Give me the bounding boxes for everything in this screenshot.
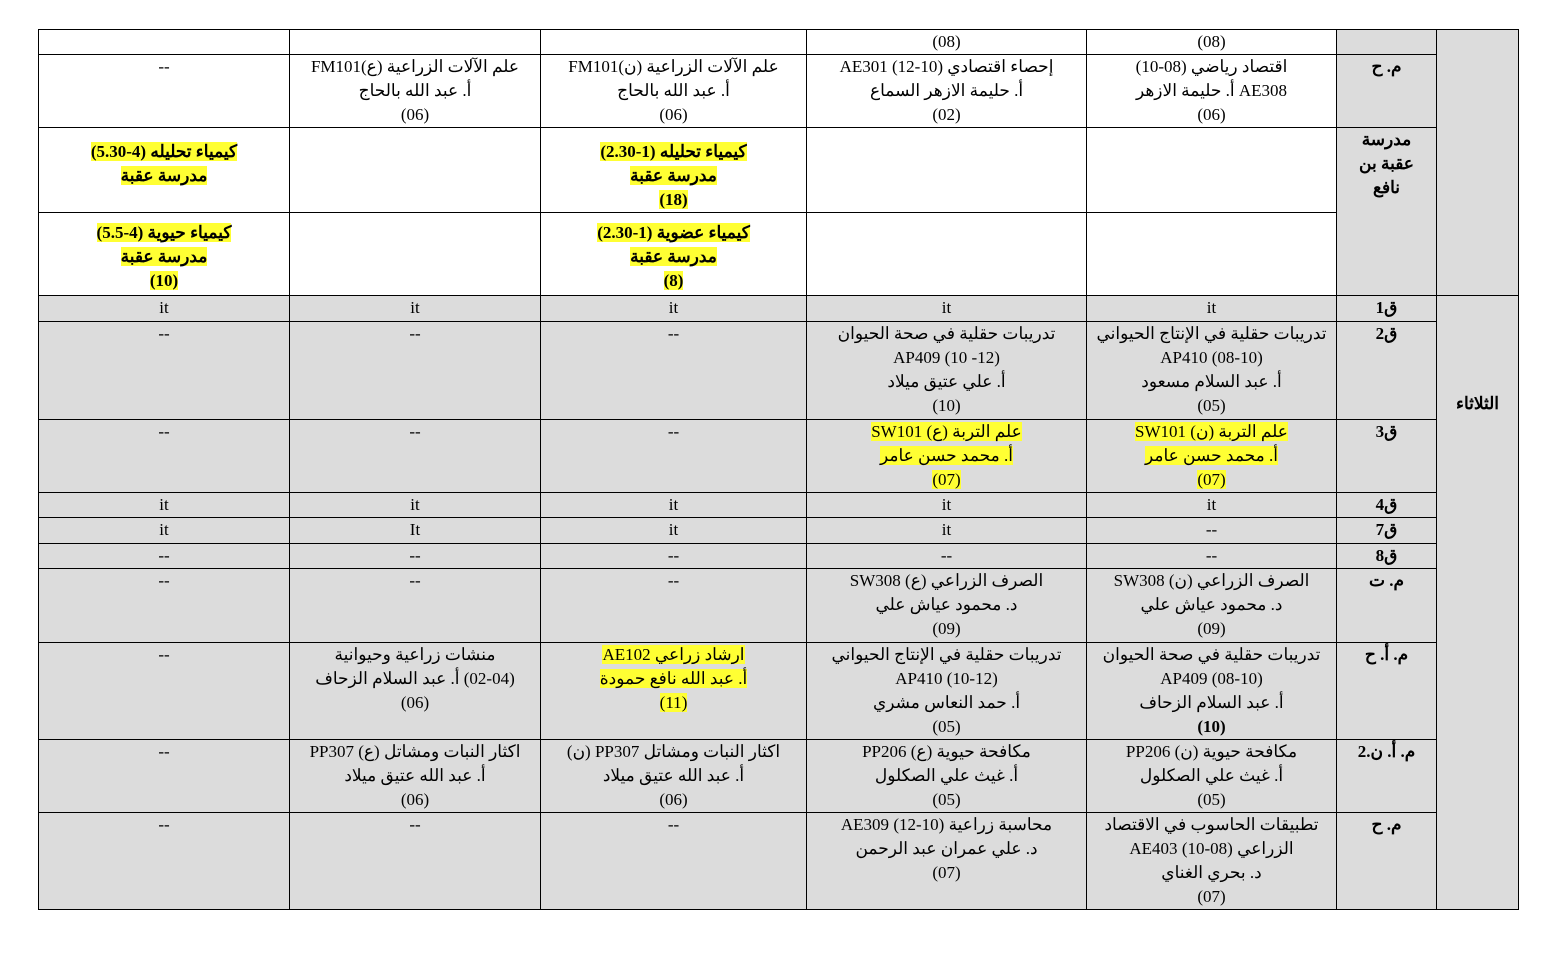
table-row [39, 493, 1519, 518]
cell: تدريبات حقلية في صحة الحيوان AP409 (10 -12) أ. علي عتيق ميلاد (10) [807, 322, 1087, 420]
cell [1337, 30, 1437, 55]
cell: محاسبة زراعية (10-12) AE309 د. علي عمران عبد الرحمن (07) [807, 813, 1087, 910]
cell: الصرف الزراعي (ع) SW308 د. محمود عياش علي (09) [807, 569, 1087, 643]
cell: -- [39, 740, 290, 813]
table-row [39, 813, 1519, 910]
cell [39, 30, 290, 55]
cell: علم التربة (ع) SW101 أ. محمد حسن عامر (07) [807, 420, 1087, 493]
cell [1087, 128, 1337, 213]
cell: it [39, 518, 290, 544]
table-row [39, 420, 1519, 493]
cell: كيمياء تحليله (4-5.30) مدرسة عقبة [39, 128, 290, 213]
cell: -- [541, 544, 807, 569]
row-label: ق2 [1337, 322, 1437, 420]
cell [807, 128, 1087, 213]
cell: -- [541, 322, 807, 420]
cell [290, 213, 541, 296]
row-label: م. ح [1337, 55, 1437, 128]
cell: الصرف الزراعي (ن) SW308 د. محمود عياش علي (09) [1087, 569, 1337, 643]
cell: تطبيقات الحاسوب في الاقتصاد الزراعي (08-10) AE403 د. بحري الغناي (07) [1087, 813, 1337, 910]
cell [807, 213, 1087, 296]
row-label: ق7 [1337, 518, 1437, 544]
cell: it [541, 296, 807, 322]
cell: -- [39, 569, 290, 643]
cell: -- [290, 420, 541, 493]
table-row [39, 740, 1519, 813]
cell: -- [39, 55, 290, 128]
table-row [39, 128, 1519, 213]
cell: it [541, 493, 807, 518]
table-row [39, 213, 1519, 296]
cell: it [1087, 493, 1337, 518]
cell: it [807, 518, 1087, 544]
table-row [39, 296, 1519, 322]
cell: -- [39, 813, 290, 910]
cell: It [290, 518, 541, 544]
cell: إحصاء اقتصادي (10-12) AE301 أ. حليمة الازهر السماع (02) [807, 55, 1087, 128]
cell: -- [39, 322, 290, 420]
row-label: ق4 [1337, 493, 1437, 518]
cell: اكثار النبات ومشاتل PP307 (ن) أ. عبد الله عتيق ميلاد (06) [541, 740, 807, 813]
cell: (08) [807, 30, 1087, 55]
cell: -- [541, 569, 807, 643]
cell: اكثار النبات ومشاتل (ع) PP307 أ. عبد الله عتيق ميلاد (06) [290, 740, 541, 813]
table-row [39, 55, 1519, 128]
row-label: مدرسة عقبة بن نافع [1337, 128, 1437, 296]
cell: -- [1087, 544, 1337, 569]
cell: ارشاد زراعي AE102 أ. عبد الله نافع حمودة (11) [541, 643, 807, 740]
cell: علم التربة (ن) SW101 أ. محمد حسن عامر (07) [1087, 420, 1337, 493]
row-label: م. أ. ح [1337, 643, 1437, 740]
row-label: ق1 [1337, 296, 1437, 322]
cell: it [1087, 296, 1337, 322]
cell: -- [807, 544, 1087, 569]
cell: it [39, 493, 290, 518]
cell: علم الآلات الزراعية (ن)FM101 أ. عبد الله بالحاج (06) [541, 55, 807, 128]
table-row [39, 544, 1519, 569]
cell: -- [1087, 518, 1337, 544]
table-row [39, 30, 1519, 55]
cell: تدريبات حقلية في صحة الحيوان AP409 (08-10) أ. عبد السلام الزحاف (10) [1087, 643, 1337, 740]
cell: -- [541, 420, 807, 493]
cell: it [807, 493, 1087, 518]
cell [1087, 213, 1337, 296]
cell: علم الآلات الزراعية (ع)FM101 أ. عبد الله بالحاج (06) [290, 55, 541, 128]
cell: كيمياء عضوية (1-2.30) مدرسة عقبة (8) [541, 213, 807, 296]
cell: مكافحة حيوية (ع) PP206 أ. غيث علي الصكلول (05) [807, 740, 1087, 813]
cell: it [290, 296, 541, 322]
cell: كيمياء تحليله (1-2.30) مدرسة عقبة (18) [541, 128, 807, 213]
cell: -- [290, 322, 541, 420]
cell: it [807, 296, 1087, 322]
cell: مكافحة حيوية (ن) PP206 أ. غيث علي الصكلول (05) [1087, 740, 1337, 813]
table-row [39, 322, 1519, 420]
cell: -- [290, 544, 541, 569]
cell: اقتصاد رياضي (08-10) AE308 أ. حليمة الازهر (06) [1087, 55, 1337, 128]
cell: تدريبات حقلية في الإنتاج الحيواني AP410 (10-12) أ. حمد النعاس مشري (05) [807, 643, 1087, 740]
cell: it [39, 296, 290, 322]
cell [541, 30, 807, 55]
cell: -- [39, 643, 290, 740]
row-label: ق3 [1337, 420, 1437, 493]
cell: -- [290, 813, 541, 910]
cell: تدريبات حقلية في الإنتاج الحيواني AP410 (08-10) أ. عبد السلام مسعود (05) [1087, 322, 1337, 420]
cell: -- [290, 569, 541, 643]
cell: it [290, 493, 541, 518]
schedule-table [38, 29, 1519, 910]
cell: -- [39, 420, 290, 493]
cell [290, 128, 541, 213]
cell: -- [39, 544, 290, 569]
day-cell-top [1437, 30, 1519, 296]
table-row [39, 518, 1519, 544]
cell: (08) [1087, 30, 1337, 55]
row-label: ق8 [1337, 544, 1437, 569]
table-row [39, 569, 1519, 643]
cell [290, 30, 541, 55]
table-row [39, 643, 1519, 740]
cell: it [541, 518, 807, 544]
cell: كيمياء حيوية (4-5.5) مدرسة عقبة (10) [39, 213, 290, 296]
cell: -- [541, 813, 807, 910]
row-label: م. ح [1337, 813, 1437, 910]
row-label: م. ت [1337, 569, 1437, 643]
cell: منشات زراعية وحيوانية (02-04) أ. عبد السلام الزحاف (06) [290, 643, 541, 740]
day-label: الثلاثاء [1437, 296, 1519, 910]
row-label: م. أ. ن.2 [1337, 740, 1437, 813]
